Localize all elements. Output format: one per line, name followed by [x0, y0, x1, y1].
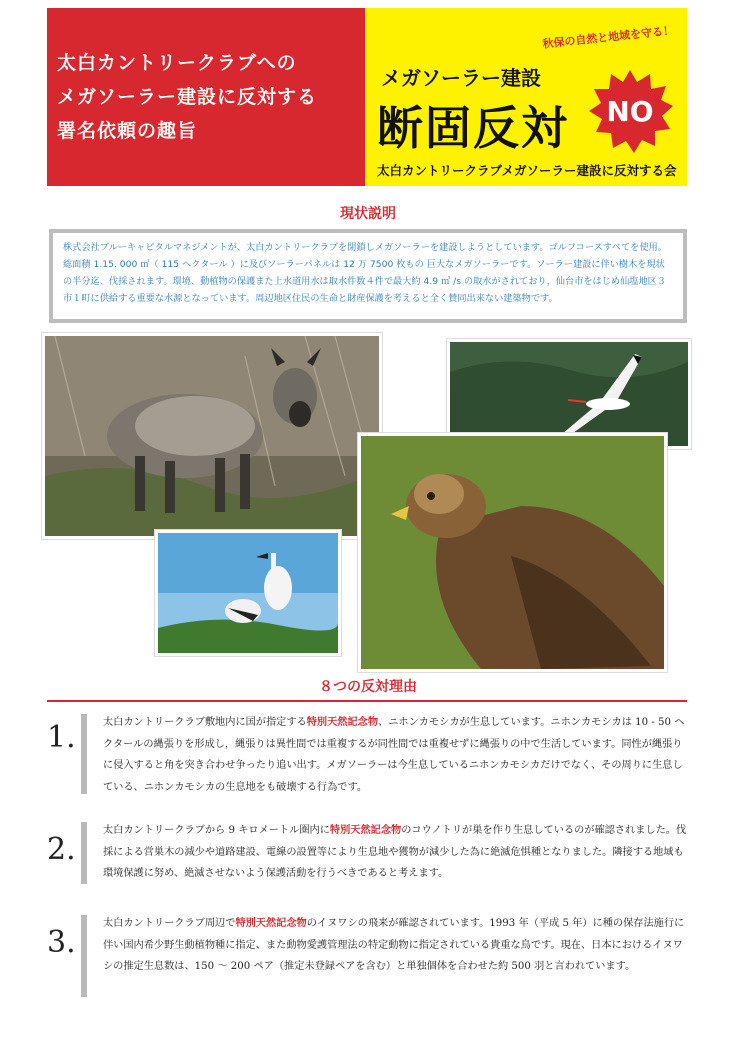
- reason-highlight: 特別天然記念物: [329, 824, 402, 836]
- reason-text: [103, 820, 687, 885]
- reason-item: [47, 913, 687, 1003]
- photo-golden-eagle: [358, 433, 667, 672]
- reason-number: 1.: [47, 720, 76, 755]
- header-line-3: 署名依頼の趣旨: [57, 120, 198, 142]
- storks-nest-image: [158, 533, 338, 653]
- reason-text-pre: 太白カントリークラブ周辺で: [103, 918, 236, 929]
- association-name: 太白カントリークラブメガソーラー建設に反対する会: [377, 163, 677, 178]
- no-badge-text: NO: [606, 95, 654, 128]
- reasons-section-title: ８つの反対理由: [319, 679, 417, 695]
- header-line-1: 太白カントリークラブへの: [57, 52, 297, 74]
- reason-number: 2.: [47, 832, 76, 867]
- reason-number: 3.: [47, 925, 76, 960]
- reason-highlight: 特別天然記念物: [235, 917, 307, 929]
- reason-text-post: 、ニホンカモシカが生息しています。ニホンカモシカは 10 - 50 ヘクタールの縄張りを形成し，縄張りは異性間では重複するが同性間では重複せずに縄張りの中で生活しています。同性が縄張りに侵入すると角を突き合わせ争ったり追い出す。メガソーラーは今生息しているニホンカモシカだけでなく、その周りに生息している、ニホンカモシカの生息地をも破壊する行為です。: [103, 717, 685, 793]
- mega-solar-label: メガソーラー建設: [381, 66, 541, 90]
- reason-text-post: のコウノトリが巣を作り生息しているのが確認されました。伐採による営巣木の減少や道路建設、電線の設置等により生息地や獲物が減少した為に絶滅危惧種となりました。隣接する地域も環境保護に努め、絶滅させないよう保護活動を行うべきであると考えます。: [103, 825, 687, 879]
- big-title: 断固反対: [377, 101, 569, 155]
- reason-text: [103, 913, 687, 978]
- reason-text-pre: 太白カントリークラブから 9 キロメートル圏内に: [103, 825, 330, 836]
- reason-bar: [81, 822, 87, 884]
- reason-highlight: 特別天然記念物: [306, 716, 379, 728]
- tagline: 秋保の自然と地域を守る！: [541, 23, 675, 51]
- reason-bar: [81, 714, 87, 794]
- serow-image: [45, 336, 379, 536]
- reason-bar: [81, 915, 87, 997]
- photo-storks-nest: [155, 530, 341, 656]
- photo-serow: [42, 333, 382, 539]
- stork-flying-image: [450, 342, 688, 446]
- reasons-divider: [47, 700, 687, 702]
- header-line-2: メガソーラー建設に反対する: [57, 86, 318, 108]
- reason-text-post: のイヌワシの飛来が確認されています。1993 年（平成 5 年）に種の保存法施行に伴い国内希少野生動植物種に指定、また動物愛護管理法の特定動物に指定されている貴重な鳥です。現在、日本におけるイヌワシの推定生息数は、150 ～ 200 ペア（推定未登録ペアを含む）と単独個体を合わせた約 500 羽と言われています。: [103, 918, 685, 972]
- header-right-banner: [365, 8, 687, 186]
- no-badge: [587, 68, 673, 154]
- status-box: [49, 229, 687, 323]
- status-body: 株式会社ブルーキャピタルマネジメントが、太白カントリークラブを閉鎖しメガソーラーを建設しようとしています。ゴルフコースすべてを使用。総面積 1.15. 000 ㎡（ 115 ヘクタール ）に及びソーラーパネルは 12 万 7500 枚もの 巨大なメガソーラーです。ソーラー建設に伴い樹木を現状の半分迄、伐採されます。環境、動植物の保護また上水道用水は取水件数４件で最大約 4.9 ㎥ /s の取水がされており，仙台市をはじめ仙塩地区３市１町に供給する重要な水源となっています。周辺地区住民の生命と財産保護を考えると全く賛同出来ない建築物です。: [63, 242, 667, 304]
- reason-item: [47, 820, 687, 890]
- status-section-title: 現状説明: [340, 206, 396, 222]
- reason-text: [103, 712, 687, 798]
- reason-item: [47, 712, 687, 802]
- reason-text-pre: 太白カントリークラブ敷地内に国が指定する: [103, 717, 307, 728]
- header-left-banner: [47, 8, 365, 186]
- golden-eagle-image: [361, 436, 664, 669]
